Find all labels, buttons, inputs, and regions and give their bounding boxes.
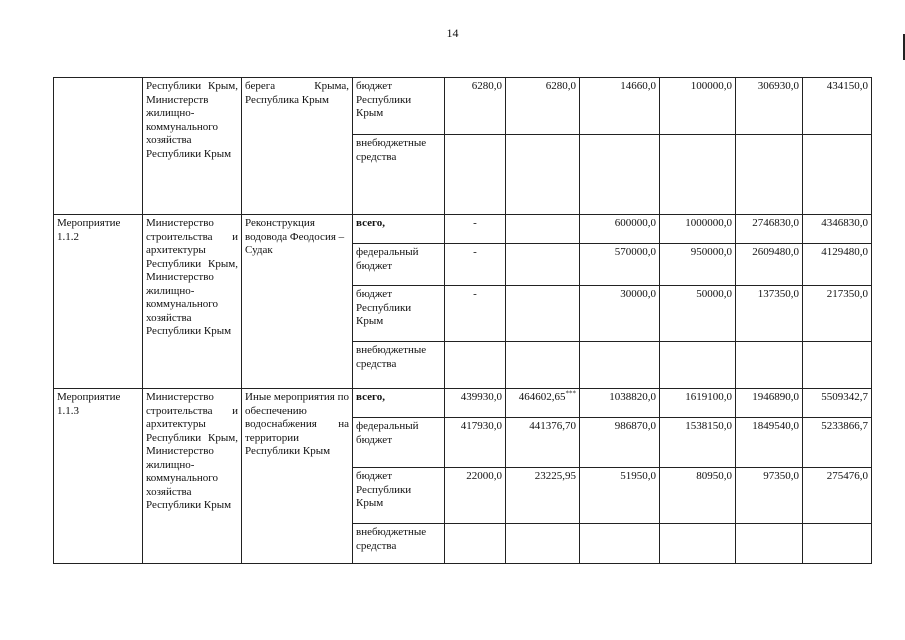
value-cell <box>803 342 872 389</box>
funding-source-cell: внебюджетные средства <box>353 524 445 564</box>
event-name-cell: Реконструкция водовода Феодосия – Судак <box>242 215 353 389</box>
value-cell: 1538150,0 <box>660 418 736 468</box>
value-cell: 22000,0 <box>445 468 506 524</box>
value-cell: - <box>445 244 506 286</box>
value-cell: 97350,0 <box>736 468 803 524</box>
value-cell <box>660 135 736 215</box>
value-cell <box>445 342 506 389</box>
value-cell: 4346830,0 <box>803 215 872 244</box>
value-cell: - <box>445 215 506 244</box>
value-cell: 2609480,0 <box>736 244 803 286</box>
funding-source-cell: федеральный бюджет <box>353 418 445 468</box>
value-cell <box>580 342 660 389</box>
funding-source-cell: бюджет Республики Крым <box>353 286 445 342</box>
value-cell: 6280,0 <box>445 78 506 135</box>
table-row <box>54 215 872 244</box>
value-cell <box>506 389 580 418</box>
value-cell: 1849540,0 <box>736 418 803 468</box>
event-cell: Мероприятие 1.1.3 <box>54 389 143 564</box>
value-cell <box>506 286 580 342</box>
funding-source-cell: всего, <box>353 389 445 418</box>
value-cell <box>445 135 506 215</box>
budget-table <box>53 77 872 564</box>
value-cell: 275476,0 <box>803 468 872 524</box>
value-cell: 30000,0 <box>580 286 660 342</box>
value-cell: 434150,0 <box>803 78 872 135</box>
event-cell: Мероприятие 1.1.2 <box>54 215 143 389</box>
value-cell: - <box>445 286 506 342</box>
value-cell: 570000,0 <box>580 244 660 286</box>
value-cell: 417930,0 <box>445 418 506 468</box>
event-cell <box>54 78 143 215</box>
value-cell: 100000,0 <box>660 78 736 135</box>
value-cell <box>660 342 736 389</box>
executor-cell: Министерство строительства и архитектуры Республики Крым, Министерство жилищно-коммунального хозяйства Республики Крым <box>143 389 242 564</box>
value-cell: 441376,70 <box>506 418 580 468</box>
value-cell <box>803 135 872 215</box>
executor-cell: Министерство строительства и архитектуры Республики Крым, Министерство жилищно-коммунального хозяйства Республики Крым <box>143 215 242 389</box>
value-cell: 137350,0 <box>736 286 803 342</box>
value-cell: 5233866,7 <box>803 418 872 468</box>
value-cell: 4129480,0 <box>803 244 872 286</box>
funding-source-cell: бюджет Республики Крым <box>353 78 445 135</box>
value-cell: 14660,0 <box>580 78 660 135</box>
value-cell: 80950,0 <box>660 468 736 524</box>
value-cell: 1619100,0 <box>660 389 736 418</box>
table-row <box>54 78 872 135</box>
funding-source-cell: внебюджетные средства <box>353 135 445 215</box>
value-cell <box>803 524 872 564</box>
value-cell: 5509342,7 <box>803 389 872 418</box>
value-cell: 986870,0 <box>580 418 660 468</box>
funding-source-cell: бюджет Республики Крым <box>353 468 445 524</box>
footnote-marker: *** <box>565 389 576 398</box>
value-cell <box>580 135 660 215</box>
value-cell <box>736 135 803 215</box>
value-cell: 23225,95 <box>506 468 580 524</box>
funding-source-cell: внебюджетные средства <box>353 342 445 389</box>
table-row <box>54 389 872 418</box>
value-cell <box>580 524 660 564</box>
value-cell: 6280,0 <box>506 78 580 135</box>
value-cell <box>506 135 580 215</box>
value-text: 464602,65 <box>518 391 566 403</box>
value-cell: 51950,0 <box>580 468 660 524</box>
page-number: 14 <box>446 26 459 40</box>
executor-cell: Республики Крым, Министерств жилищно-коммунального хозяйства Республики Крым <box>143 78 242 215</box>
value-cell <box>506 524 580 564</box>
value-cell: 950000,0 <box>660 244 736 286</box>
event-name-cell: берега Крыма, Республика Крым <box>242 78 353 215</box>
value-cell: 1038820,0 <box>580 389 660 418</box>
value-cell: 600000,0 <box>580 215 660 244</box>
funding-source-cell: федеральный бюджет <box>353 244 445 286</box>
value-cell <box>506 342 580 389</box>
value-cell <box>736 524 803 564</box>
value-cell: 306930,0 <box>736 78 803 135</box>
value-cell <box>506 244 580 286</box>
value-cell <box>660 524 736 564</box>
value-cell <box>506 215 580 244</box>
value-cell: 217350,0 <box>803 286 872 342</box>
value-cell: 2746830,0 <box>736 215 803 244</box>
funding-source-cell: всего, <box>353 215 445 244</box>
value-cell: 1946890,0 <box>736 389 803 418</box>
value-cell: 1000000,0 <box>660 215 736 244</box>
value-cell <box>445 524 506 564</box>
value-cell: 50000,0 <box>660 286 736 342</box>
value-cell <box>736 342 803 389</box>
value-cell: 439930,0 <box>445 389 506 418</box>
event-name-cell: Иные мероприятия по обеспечению водоснабжения на территории Республики Крым <box>242 389 353 564</box>
